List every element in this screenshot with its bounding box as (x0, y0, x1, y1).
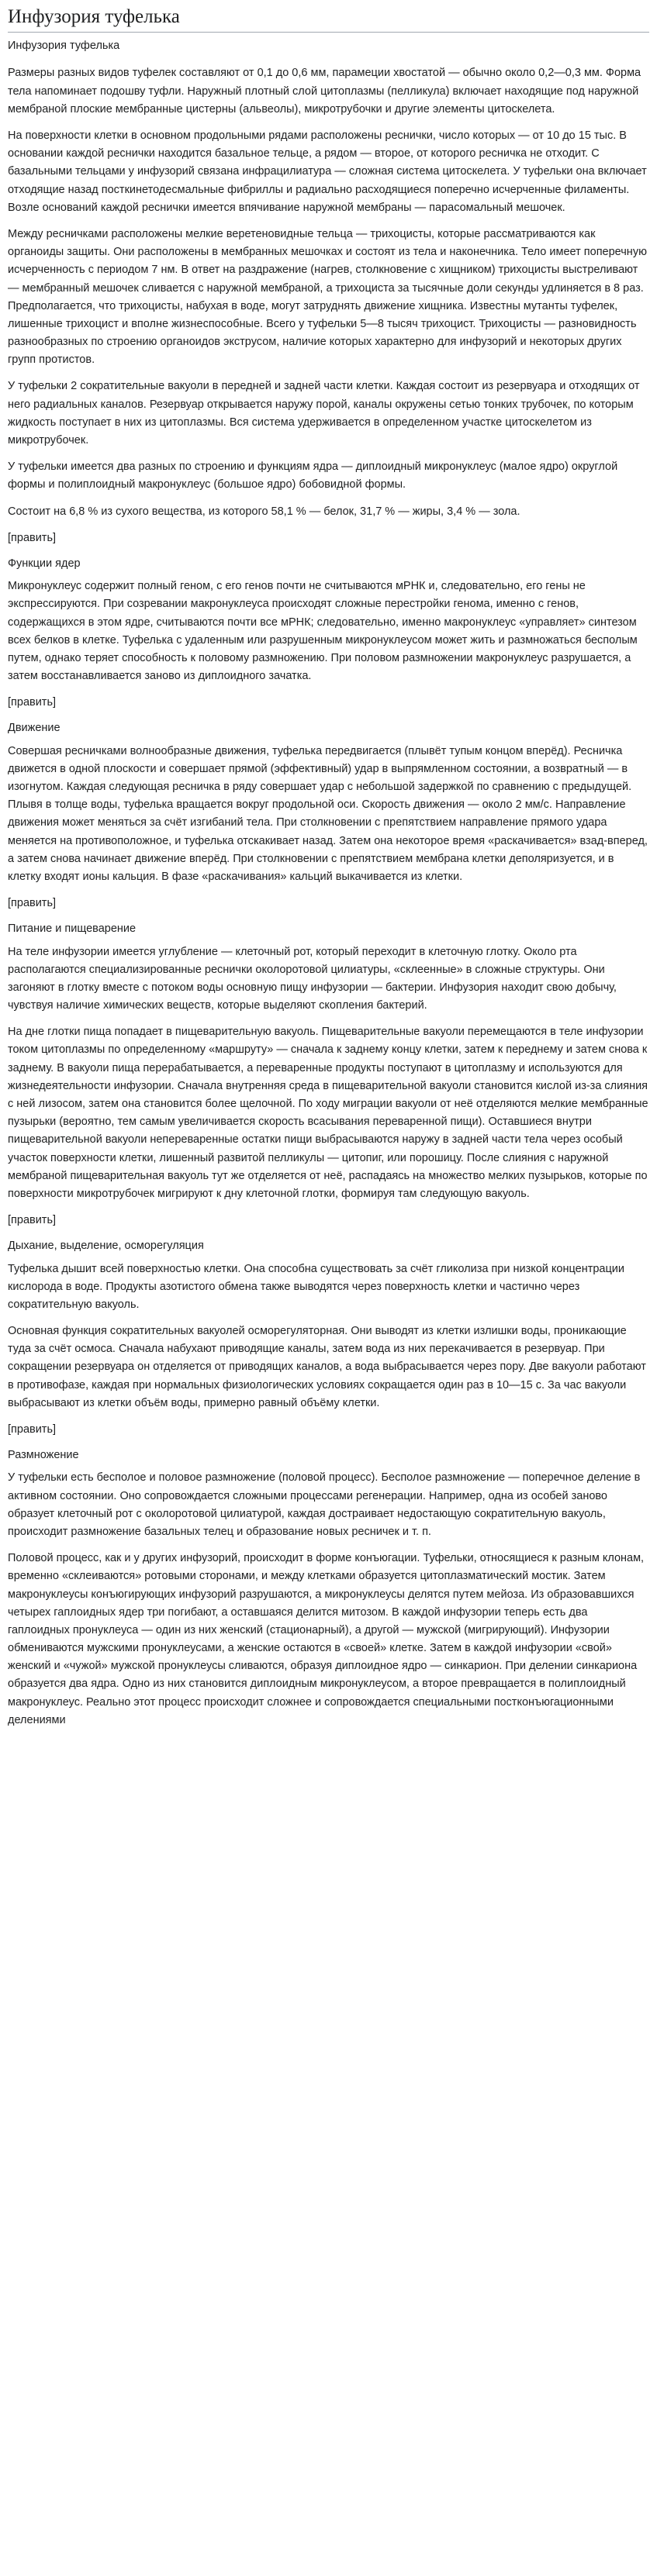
edit-link[interactable]: [править] (8, 531, 57, 544)
edit-link[interactable]: [править] (8, 897, 57, 910)
section-heading: Движение (8, 722, 61, 735)
section-paragraph: На дне глотки пища попадает в пищеварительную вакуоль. Пищеварительные вакуоли перемещаются в теле инфузории током цитоплазмы по определенному «маршруту» — сначала к заднему концу клетки, затем к переднему и затем снова к заднему. В вакуоли пища перерабатывается, а переваренные продукты поступают в цитоплазму и используются для жизнедеятельности инфузории. Сначала внутренняя среда в пищеварительной вакуоли становится кислой из-за слияния с ней лизосом, затем она становится более щелочной. По ходу миграции вакуоли от неё отделяются мелкие мембранные пузырьки (вероятно, тем самым увеличивается скорость всасывания переваренной пищи). Оставшиеся внутри пищеварительной вакуоли непереваренные остатки пищи выбрасываются наружу в задней части тела через особый участок поверхности клетки, лишенный развитой пелликулы — цитопиг, или порошицу. После слияния с наружной мембраной пищеварительная вакуоль тут же отделяется от неё, распадаясь на множество мелких пузырьков, которые по поверхности микротрубочек мигрируют к дну клеточной глотки, формируя там следующую вакуоль. (8, 1026, 648, 1200)
section-respiration (8, 1237, 649, 1412)
section-paragraph: У туфельки есть бесполое и половое размножение (половой процесс). Бесполое размножение — поперечное деление в активном состоянии. Оно сопровождается сложными процессами регенерации. Например, одна из особей заново образует клеточный рот с околоротовой цилиатурой, каждая достраивает недостающую сократительную вакуоль, происходит размножение базальных телец и образование новых ресничек и т. п. (8, 1471, 641, 1538)
section-heading: Функции ядер (8, 557, 81, 570)
page-subtitle: Инфузория туфелька (8, 40, 120, 53)
section-nuclei-functions (8, 555, 649, 685)
intro-paragraph: На поверхности клетки в основном продольными рядами расположены реснички, число которых — от 10 до 15 тыс. В основании каждой реснички находится базальное тельце, а рядом — второе, от которого ресничка не отходит. С базальными тельцами у инфузорий связана инфрацилиатура — сложная система цитоскелета. У туфельки она включает отходящие назад посткинетодесмальные фибриллы и радиально расходящиеся поперечно исчерченные филаменты. Возле оснований каждой реснички имеется впячивание наружной мембраны — парасомальный мешочек. (8, 129, 647, 214)
section-paragraph: Половой процесс, как и у других инфузорий, происходит в форме конъюгации. Туфельки, относящиеся к разным клонам, временно «склеиваются» ротовыми сторонами, и между клетками образуется цитоплазматический мостик. Затем макронуклеусы конъюгирующих инфузорий разрушаются, а микронуклеусы делятся путем мейоза. Из образовавшихся четырех гаплоидных ядер три погибают, а оставшаяся делится митозом. В каждой инфузории теперь есть два гаплоидных пронуклеуса — один из них женский (стационарный), а другой — мужской (мигрирующий). Инфузории обмениваются мужскими пронуклеусами, а женские остаются в «своей» клетке. Затем в каждой инфузории «свой» женский и «чужой» мужской пронуклеусы сливаются, образуя диплоидное ядро — синкарион. При делении синкариона образуется два ядра. Одно из них становится диплоидным микронуклеусом, а второе превращается в полиплоидный макронуклеус. Реально этот процесс происходит сложнее и сопровождается специальными постконъюгационными делениями (8, 1552, 645, 1726)
section-paragraph: Микронуклеус содержит полный геном, с его генов почти не считываются мРНК и, следовательно, его гены не экспрессируются. При созревании макронуклеуса происходят сложные перестройки генома, именно с генов, содержащихся в этом ядре, считываются почти все мРНК; следовательно, именно макронуклеус «управляет» синтезом всех белков в клетке. Туфелька с удаленным или разрушенным микронуклеусом может жить и размножаться бесполым путем, однако теряет способность к половому размножению. При половом размножении макронуклеус разрушается, а затем восстанавливается заново из диплоидного зачатка. (8, 580, 638, 683)
intro-paragraph: У туфельки имеется два разных по строению и функциям ядра — диплоидный микронуклеус (малое ядро) округлой формы и полиплоидный макронуклеус (большое ядро) бобовидной формы. (8, 460, 618, 491)
section-reproduction (8, 1447, 649, 1729)
page-title: Инфузория туфелька (8, 5, 649, 33)
section-heading: Размножение (8, 1449, 79, 1462)
section-heading: Дыхание, выделение, осморегуляция (8, 1240, 204, 1253)
intro-paragraph: Состоит на 6,8 % из сухого вещества, из которого 58,1 % — белок, 31,7 % — жиры, 3,4 % — зола. (8, 505, 520, 518)
edit-link[interactable]: [править] (8, 696, 57, 709)
edit-link[interactable]: [править] (8, 1423, 57, 1436)
section-nutrition (8, 920, 649, 1203)
section-paragraph: Туфелька дышит всей поверхностью клетки. Она способна существовать за счёт гликолиза при низкой концентрации кислорода в воде. Продукты азотистого обмена также выводятся через поверхность клетки и частично через сократительную вакуоль. (8, 1262, 624, 1311)
intro-paragraph: Размеры разных видов туфелек составляют от 0,1 до 0,6 мм, парамеции хвостатой — обычно около 0,2—0,3 мм. Форма тела напоминает подошву туфли. Наружный плотный слой цитоплазмы (пелликула) включает находящие под наружной мембраной плоские мембранные цистерны (альвеолы), микротрубочки и другие элементы цитоскелета. (8, 67, 641, 116)
section-paragraph: Основная функция сократительных вакуолей осморегуляторная. Они выводят из клетки излишки воды, проникающие туда за счёт осмоса. Сначала набухают приводящие каналы, затем вода из них перекачивается в резервуар. При сокращении резервуара он отделяется от приводящих каналов, а вода выбрасывается через пору. Две вакуоли работают в противофазе, каждая при нормальных физиологических условиях сокращается один раз в 10—15 с. За час вакуоли выбрасывают из клетки объём воды, примерно равный объёму клетки. (8, 1325, 646, 1409)
section-paragraph: Совершая ресничками волнообразные движения, туфелька передвигается (плывёт тупым концом вперёд). Ресничка движется в одной плоскости и совершает прямой (эффективный) удар в выпрямленном состоянии, а возвратный — в изогнутом. Каждая следующая ресничка в ряду совершает удар с небольшой задержкой по сравнению с предыдущей. Плывя в толще воды, туфелька вращается вокруг продольной оси. Скорость движения — около 2 мм/с. Направление движения может меняться за счёт изгибаний тела. При столкновении с препятствием направление прямого удара меняется на противоположное, и туфелька отскакивает назад. Затем она некоторое время «раскачивается» взад-вперед, а затем снова начинает движение вперёд. При столкновении с препятствием мембрана клетки деполяризуется, и в клетку входят ионы кальция. В фазе «раскачивания» кальций выкачивается из клетки. (8, 744, 648, 883)
intro-paragraph: У туфельки 2 сократительные вакуоли в передней и задней части клетки. Каждая состоит из резервуара и отходящих от него радиальных каналов. Резервуар открывается наружу порой, каналы окружены сетью тонких трубочек, по которым жидкость поступает в них из цитоплазмы. Вся система удерживается в определенном участке цитоскелетом из микротрубочек. (8, 380, 640, 447)
intro-section (8, 64, 649, 520)
intro-paragraph: Между ресничками расположены мелкие веретеновидные тельца — трихоцисты, которые рассматриваются как органоиды защиты. Они расположены в мембранных мешочках и состоят из тела и наконечника. Тело имеет поперечную исчерченность с периодом 7 нм. В ответ на раздражение (нагрев, столкновение с хищником) трихоцисты выстреливают — мембранный мешочек сливается с наружной мембраной, а трихоциста за тысячные доли секунды удлиняется в 8 раз. Предполагается, что трихоцисты, набухая в воде, могут затруднять движение хищника. Известны мутанты туфелек, лишенные трихоцист и вполне жизнеспособные. Всего у туфельки 5—8 тысяч трихоцист. Трихоцисты — разновидность разнообразных по строению органоидов экструсом, наличие которых характерно для инфузорий и некоторых других групп протистов. (8, 227, 647, 367)
section-movement (8, 719, 649, 886)
section-paragraph: На теле инфузории имеется углубление — клеточный рот, который переходит в клеточную глотку. Около рта располагаются специализированные реснички околоротовой цилиатуры, «склеенные» в сложные структуры. Они загоняют в глотку вместе с потоком воды основную пищу инфузории — бактерии. Инфузория находит свою добычу, чувствуя наличие химических веществ, которые выделяют скопления бактерий. (8, 945, 617, 1012)
section-heading: Питание и пищеварение (8, 922, 137, 936)
edit-link[interactable]: [править] (8, 1214, 57, 1227)
